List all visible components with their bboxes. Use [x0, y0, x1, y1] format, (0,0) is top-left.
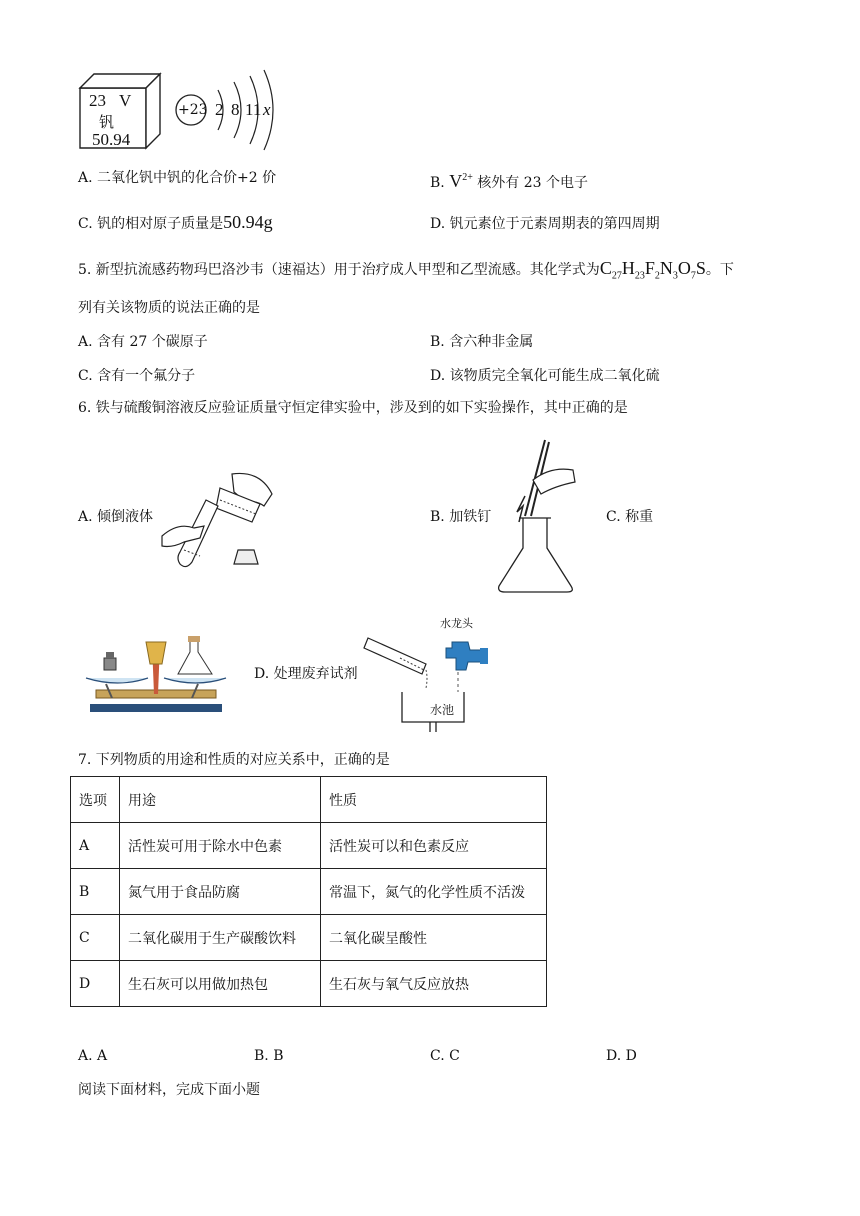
q5-option-c[interactable]: C. 含有一个氟分子: [78, 368, 196, 384]
q6-option-b[interactable]: B. 加铁钉: [430, 509, 492, 525]
balance-scale-illustration: [82, 634, 228, 714]
table-cell: 生石灰与氧气反应放热: [321, 961, 547, 1007]
table-row: [71, 915, 547, 961]
q4-option-b-formula: [449, 171, 473, 191]
q7-answer-b[interactable]: B. B: [254, 1048, 284, 1064]
table-row: [71, 869, 547, 915]
table-cell: 活性炭可用于除水中色素: [120, 823, 321, 869]
header-property: 性质: [321, 777, 547, 823]
formula-f-count: 2: [654, 270, 660, 282]
table-cell: C: [71, 915, 120, 961]
formula-c-count: 27: [611, 270, 622, 282]
pouring-liquid-illustration: [160, 470, 280, 570]
q5-stem: [78, 258, 734, 287]
formula-c: C: [599, 258, 612, 278]
q5-formula: [599, 258, 706, 282]
table-header-row: [71, 777, 547, 823]
q4-option-b-prefix: B.: [430, 175, 450, 191]
table-cell: A: [71, 823, 120, 869]
q5-stem-line2: 列有关该物质的说法正确的是: [78, 300, 260, 316]
sink-label: 水池: [430, 703, 455, 717]
element-symbol: V: [119, 91, 132, 110]
table-cell: 氮气用于食品防腐: [120, 869, 321, 915]
q5-stem-prefix: 5. 新型抗流感药物玛巴洛沙韦（速福达）用于治疗成人甲型和乙型流感。其化学式为: [78, 262, 600, 278]
q7-answer-a[interactable]: A. A: [78, 1048, 108, 1064]
table-cell: 二氧化碳用于生产碳酸饮料: [120, 915, 321, 961]
table-cell: 生石灰可以用做加热包: [120, 961, 321, 1007]
formula-o: O: [677, 258, 691, 278]
element-number: 23: [89, 91, 106, 110]
vanadium-symbol: V: [449, 171, 463, 191]
q4-option-b[interactable]: [430, 168, 588, 193]
q4-option-c-text: C. 钒的相对原子质量是: [78, 216, 224, 232]
formula-h: H: [621, 258, 635, 278]
formula-h-count: 23: [634, 270, 645, 282]
element-mass: 50.94: [92, 130, 131, 149]
tap-label: 水龙头: [440, 617, 473, 630]
shell-1-electrons: 2: [215, 100, 224, 119]
q5-stem-suffix: 。下: [705, 262, 734, 278]
q4-option-c[interactable]: [78, 212, 273, 234]
formula-o-count: 7: [690, 270, 696, 282]
shell-3-electrons: 11: [245, 100, 262, 119]
table-cell: 活性炭可以和色素反应: [321, 823, 547, 869]
q4-option-d[interactable]: D. 钒元素位于元素周期表的第四周期: [430, 216, 660, 232]
q6-stem: 6. 铁与硫酸铜溶液反应验证质量守恒定律实验中，涉及到的如下实验操作，其中正确的是: [78, 400, 628, 416]
nucleus-charge: +23: [178, 102, 208, 118]
q6-option-a[interactable]: A. 倾倒液体: [78, 509, 154, 525]
table-row: [71, 823, 547, 869]
table-cell: 常温下，氮气的化学性质不活泼: [321, 869, 547, 915]
q5-option-d[interactable]: D. 该物质完全氧化可能生成二氧化硫: [430, 368, 660, 384]
q4-option-a[interactable]: A. 二氧化钒中钒的化合价+2 价: [78, 170, 277, 186]
header-use: 用途: [120, 777, 321, 823]
q6-option-c[interactable]: C. 称重: [606, 509, 654, 525]
shell-2-electrons: 8: [231, 100, 240, 119]
q4-option-c-value: 50.94g: [223, 212, 273, 232]
table-cell: B: [71, 869, 120, 915]
formula-n-count: 3: [672, 270, 678, 282]
element-name: 钒: [99, 113, 115, 131]
header-option: 选项: [71, 777, 120, 823]
q7-stem: 7. 下列物质的用途和性质的对应关系中，正确的是: [78, 752, 390, 768]
q6-option-d[interactable]: D. 处理废弃试剂: [254, 666, 358, 682]
q7-table: [70, 776, 547, 1007]
formula-n: N: [659, 258, 673, 278]
vanadium-charge: 2+: [462, 172, 473, 183]
table-cell: 二氧化碳呈酸性: [321, 915, 547, 961]
q5-option-a[interactable]: A. 含有 27 个碳原子: [78, 334, 208, 350]
formula-s: S: [695, 258, 706, 278]
shell-4-electrons: x: [263, 100, 271, 119]
reading-instruction: 阅读下面材料，完成下面小题: [78, 1082, 260, 1098]
q4-option-b-suffix: 核外有 23 个电子: [472, 175, 589, 191]
adding-nail-illustration: [495, 436, 585, 596]
q5-option-b[interactable]: B. 含六种非金属: [430, 334, 534, 350]
table-cell: D: [71, 961, 120, 1007]
q7-answer-d[interactable]: D. D: [606, 1048, 637, 1064]
formula-f: F: [644, 258, 655, 278]
table-row: [71, 961, 547, 1007]
q7-answer-c[interactable]: C. C: [430, 1048, 460, 1064]
